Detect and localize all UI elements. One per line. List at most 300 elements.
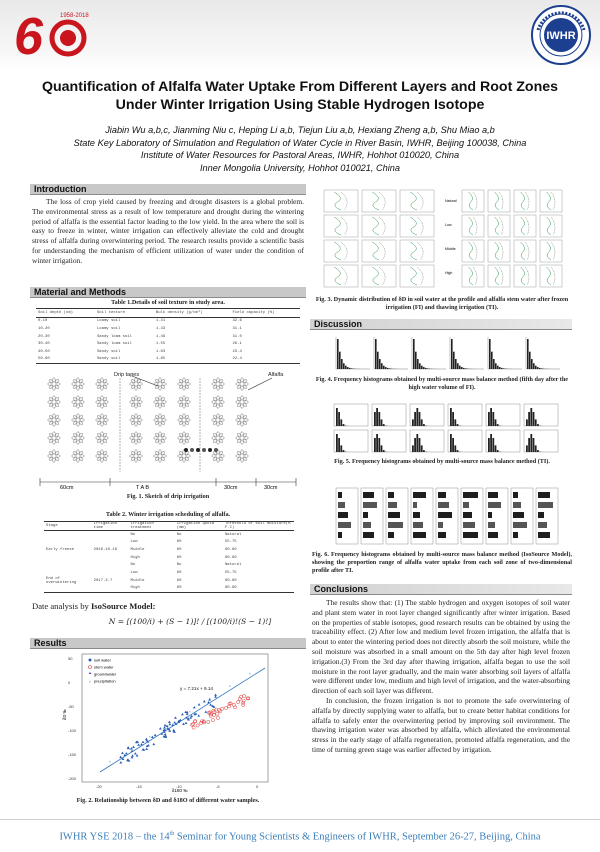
- fig3-panel: [324, 265, 358, 287]
- fig5-bar: [490, 434, 492, 452]
- table-header-cell: Irrigation treatment: [128, 522, 174, 531]
- table-cell: 60: [175, 577, 223, 585]
- table-cell: 60: [175, 546, 223, 554]
- fig3-panel: [514, 265, 536, 287]
- fig5-bar: [537, 424, 539, 426]
- table-cell: 80-90: [223, 554, 294, 562]
- fig4-bar: [375, 339, 377, 369]
- table-header-cell: Field capacity (%): [230, 309, 300, 318]
- alfalfa-plant-icon: [130, 432, 142, 444]
- fig2-stem-point: [242, 703, 245, 706]
- table-cell: [44, 554, 92, 562]
- fig2-soil-point: [185, 722, 188, 724]
- fig2-soil-point: [142, 741, 145, 743]
- fig5-bar: [416, 434, 418, 452]
- fig2-soil-point: [203, 700, 206, 702]
- fig3-row-low: Low: [445, 223, 452, 227]
- alfalfa-plant-icon: [236, 432, 248, 444]
- dim-60cm: 60cm: [60, 485, 74, 490]
- fig6-bar: [463, 502, 469, 508]
- fig2-precip-point: ×: [149, 734, 152, 739]
- alfalfa-plant-icon: [154, 396, 166, 408]
- fig6-bar: [413, 532, 426, 538]
- fig3-panel: [462, 190, 484, 212]
- fig2-ytick: 0: [68, 680, 71, 685]
- table-cell: No: [128, 561, 174, 569]
- table-row: [44, 561, 294, 569]
- fig2-soil-point: [163, 726, 166, 728]
- fig6-bar: [513, 522, 527, 528]
- fig5-bar: [490, 408, 492, 426]
- fig6-bar: [488, 522, 495, 528]
- fig3-panel: [362, 265, 396, 287]
- fig4-histograms: [326, 333, 566, 373]
- fig5-bar: [421, 419, 423, 426]
- table-cell: Low: [128, 569, 174, 577]
- alfalfa-plant-icon: [236, 450, 248, 462]
- fig3-panel: [540, 215, 562, 237]
- table-row: [36, 317, 300, 325]
- fig3-panel: [362, 240, 396, 262]
- fig6-bar: [513, 532, 518, 538]
- section-introduction: Introduction: [30, 184, 306, 195]
- fig6-bar: [363, 522, 371, 528]
- fig2-precip-point: ×: [109, 759, 112, 764]
- table-cell: 40-50: [36, 348, 95, 356]
- svg-text:6: 6: [14, 8, 44, 60]
- fig5-bar: [343, 424, 345, 426]
- fig4-bar: [389, 368, 391, 369]
- fig4-bar: [461, 367, 463, 369]
- fig3-panel: [488, 265, 510, 287]
- fig6-bar: [388, 502, 397, 508]
- fig6-bar: [413, 502, 417, 508]
- fig5-caption: Fig. 5. Frequency histograms obtained by multi-source mass balance method (TI).: [312, 458, 572, 466]
- poster-title: Quantification of Alfalfa Water Uptake From Different Layers and Root Zones Under Winter Irrigation Using Stable Hydrogen Isotope: [40, 78, 560, 114]
- fig3-panel: [540, 190, 562, 212]
- fig6-bar: [338, 502, 345, 508]
- fig2-soil-point: [154, 734, 157, 736]
- alfalfa-plant-icon: [178, 414, 190, 426]
- table-cell: 55-75: [223, 569, 294, 577]
- fig3-panel: [324, 240, 358, 262]
- table-row: [44, 585, 294, 593]
- section-results: Results: [30, 638, 306, 649]
- footer-text: IWHR YSE 2018 – the 14th Seminar for Young Scientists & Engineers of IWHR, September 26-27, Beijing, China: [0, 820, 600, 852]
- drip-tapes-label: Drip tapes: [114, 372, 139, 378]
- fig6-bar: [538, 502, 553, 508]
- svg-text:stem water: stem water: [94, 665, 114, 670]
- table-cell: Natural: [223, 531, 294, 539]
- table-cell: No: [175, 561, 223, 569]
- fig2-stem-point: [216, 716, 219, 719]
- table-cell: 2016.10.18: [92, 546, 129, 554]
- fig3-panel: [488, 240, 510, 262]
- alfalfa-plant-icon: [154, 450, 166, 462]
- fig2-stem-point: [229, 702, 232, 705]
- table-cell: Middle: [128, 546, 174, 554]
- fig6-bar: [463, 522, 475, 528]
- fig5-bar: [378, 438, 380, 452]
- table-cell: 1.63: [154, 348, 231, 356]
- fig5-bar: [450, 434, 452, 452]
- fig4-bar: [349, 368, 351, 369]
- fig5-bar: [454, 445, 456, 452]
- fig5-bar: [492, 438, 494, 452]
- fig6-bar: [363, 532, 374, 538]
- fig4-bar: [503, 368, 505, 369]
- fig5-bar: [535, 419, 537, 426]
- fig6-bar: [538, 522, 547, 528]
- fig2-precip-point: ×: [229, 684, 232, 689]
- fig2-xtick: 0: [256, 784, 259, 789]
- table-cell: 22.4: [230, 356, 300, 364]
- table-cell: 60-80: [223, 546, 294, 554]
- fig2-soil-point: [159, 727, 162, 729]
- fig6-bar: [338, 512, 348, 518]
- fig3-panel: [400, 190, 434, 212]
- fig5-bar: [416, 408, 418, 426]
- table-cell: 1.49: [154, 333, 231, 341]
- fig4-bar: [383, 366, 385, 369]
- table-cell: 60: [175, 585, 223, 593]
- fig6-bar: [463, 492, 478, 498]
- fig3-panel: [362, 215, 396, 237]
- table-cell: Middle: [128, 577, 174, 585]
- table-header-cell: Soil depth (cm): [36, 309, 95, 318]
- fig2-soil-point: [174, 716, 177, 718]
- fig2-stem-point: [221, 707, 224, 710]
- fig2-stem-point: [207, 720, 210, 723]
- fig2-ytick: -150: [68, 752, 77, 757]
- fig2-soil-point: [173, 721, 176, 723]
- fig6-bar: [438, 512, 452, 518]
- fig6-bar: [488, 502, 501, 508]
- fig3-panel: [540, 265, 562, 287]
- fig4-bar: [415, 352, 417, 369]
- fig3-panel-grid: [316, 186, 568, 294]
- fig4-bar: [413, 339, 415, 369]
- fig4-bar: [535, 366, 537, 369]
- fig6-bar: [488, 492, 498, 498]
- fig2-stem-point: [211, 718, 214, 721]
- fig5-bar: [378, 412, 380, 426]
- iwhr-young-scientists-seal: [530, 4, 592, 66]
- table-row: [36, 333, 300, 341]
- fig5-bar: [423, 450, 425, 452]
- fig6-bar: [463, 532, 478, 538]
- fig5-bar: [376, 434, 378, 452]
- fig2-ytick: -50: [68, 704, 75, 709]
- fig4-bar: [501, 368, 503, 369]
- author-names: Jiabin Wu a,b,c, Jianming Niu c, Heping Li a,b, Tiejun Liu a,b, Hexiang Zheng a,b, Shu Miao a,b: [40, 124, 560, 137]
- fig4-bar: [345, 366, 347, 369]
- fig6-bar: [538, 512, 544, 518]
- fig5-histograms: [326, 400, 566, 456]
- fig4-bar: [427, 368, 429, 369]
- section-material-methods: Material and Methods: [30, 287, 306, 298]
- fig3-panel: [488, 215, 510, 237]
- fig2-soil-point: [152, 743, 155, 745]
- fig4-bar: [379, 359, 381, 369]
- fig4-caption: Fig. 4. Frequency histograms obtained by multi-source mass balance method (fifth day after the high water volume of FI).: [312, 376, 572, 392]
- alfalfa-plant-icon: [48, 396, 60, 408]
- table-header-cell: Irrigation quota (mm): [175, 522, 223, 531]
- fig1-drip-irrigation-sketch: [36, 368, 300, 490]
- fig4-bar: [493, 359, 495, 369]
- fig4-bar: [343, 363, 345, 369]
- table-row: [44, 546, 294, 554]
- alfalfa-plant-icon: [178, 432, 190, 444]
- alfalfa-plant-icon: [96, 450, 108, 462]
- alfalfa-plant-icon: [72, 396, 84, 408]
- table-cell: End of overwintering: [44, 577, 92, 585]
- table-header-cell: Bulk density (g/cm³): [154, 309, 231, 318]
- alfalfa-plant-icon: [178, 378, 190, 390]
- alfalfa-plant-icon: [178, 450, 190, 462]
- fig6-bar: [363, 512, 368, 518]
- fig5-bar: [343, 450, 345, 452]
- marks-tab: T A B: [136, 485, 149, 490]
- dim-30cm-b: 30cm: [264, 485, 278, 490]
- fig3-panel: [488, 190, 510, 212]
- fig5-bar: [374, 412, 376, 426]
- fig5-bar: [535, 445, 537, 452]
- fig4-bar: [497, 366, 499, 369]
- alfalfa-plant-icon: [212, 414, 224, 426]
- fig3-row-natural: Natural: [445, 199, 457, 203]
- fig4-bar: [351, 368, 353, 369]
- table-cell: 23.4: [230, 348, 300, 356]
- fig5-bar: [528, 412, 530, 426]
- fig5-bar: [450, 408, 452, 426]
- table-cell: 31.0: [230, 333, 300, 341]
- fig6-bar: [513, 512, 524, 518]
- fig4-bar: [339, 352, 341, 369]
- fig6-bar: [463, 512, 472, 518]
- table-cell: 30-40: [36, 340, 95, 348]
- alfalfa-plant-icon: [236, 396, 248, 408]
- alfalfa-plant-icon: [154, 414, 166, 426]
- fig5-bar: [338, 412, 340, 426]
- fig2-soil-point: [151, 736, 154, 738]
- fig2-precip-point: ×: [129, 747, 132, 752]
- fig3-row-middle: Middle: [445, 247, 456, 251]
- alfalfa-plant-icon: [72, 450, 84, 462]
- affiliation-a: State Key Laboratory of Simulation and Regulation of Water Cycle in River Basin, IWHR, Beijing 100038, China: [40, 137, 560, 150]
- conclusions-p2: In conclusion, the frozen irrigation is not to promote the safe overwintering of alfalfa by directly supplying water to alfalfa, but to create better habitat conditions for alfalfa to safely enter the overwintering period by improving soil environment. The thawing irrigation water was absorbed by alfalfa, which alleviated the environmental stress in the early stage of alfalfa regeneration, promoted alfalfa regeneration, and the time of turning green stage was earlier affected by irrigation.: [312, 696, 570, 755]
- fig2-soil-point: [145, 738, 148, 740]
- fig4-bar: [419, 363, 421, 369]
- table-cell: 2017.3.7: [92, 577, 129, 585]
- alfalfa-plant-icon: [96, 432, 108, 444]
- fig2-soil-point: [137, 744, 140, 746]
- fig3-panel: [462, 215, 484, 237]
- introduction-text: The loss of crop yield caused by freezing and drought disasters is a global problem. The environmental stress as a result of low temperature and drought during the wintering period of alfalfa is the essential factor leading to the low yield. In the area where the soil is easy to freeze in winter, winter irrigation can effectively alleviate the cold and drought stress of alfalfa during overwintering period. The research results provide a scientific basis for understanding the mechanism of efficient utilization of water under the condition of winter irrigation.: [32, 197, 304, 266]
- fig2-stem-point: [242, 694, 245, 697]
- section-conclusions: Conclusions: [310, 584, 572, 595]
- fig6-bar: [438, 522, 443, 528]
- fig5-bar: [488, 438, 490, 452]
- conclusions-text: [312, 598, 570, 755]
- table-cell: 55-75: [223, 539, 294, 547]
- table-header-cell: Soil texture: [95, 309, 154, 318]
- table-header-cell: Irrigation time: [92, 522, 129, 531]
- table-cell: Loamy soil: [95, 325, 154, 333]
- fig6-bar: [413, 492, 426, 498]
- svg-text:soil water: soil water: [94, 658, 112, 663]
- affiliation-b: Institute of Water Resources for Pastoral Areas, IWHR, Hohhot 010020, China: [40, 149, 560, 162]
- fig2-soil-point: [204, 710, 207, 712]
- table-cell: [44, 561, 92, 569]
- fig2-precip-point: ×: [189, 709, 192, 714]
- fig6-bar: [388, 522, 403, 528]
- table-cell: 50-60: [36, 356, 95, 364]
- fig3-panel: [400, 215, 434, 237]
- fig4-bar: [377, 352, 379, 369]
- fig5-bar: [381, 445, 383, 452]
- alfalfa-plant-icon: [154, 378, 166, 390]
- fig2-stem-point: [192, 726, 195, 729]
- fig6-bar: [438, 502, 449, 508]
- table-cell: [44, 585, 92, 593]
- alfalfa-plant-icon: [96, 396, 108, 408]
- fig2-stem-point: [224, 706, 227, 709]
- fig5-bar: [454, 419, 456, 426]
- authors-block: [40, 124, 560, 174]
- fig5-bar: [530, 434, 532, 452]
- isosource-equation: N = [(100/i) + (S − 1)]! / [(100/i)!(S − 1)!]: [90, 617, 290, 626]
- fig2-precip-point: ×: [209, 696, 212, 701]
- alfalfa-plant-icon: [48, 432, 60, 444]
- fig4-bar: [499, 367, 501, 369]
- table-cell: [44, 539, 92, 547]
- table-row: [36, 348, 300, 356]
- fig5-bar: [452, 412, 454, 426]
- table1-caption: Table 1.Details of soil texture in study area.: [30, 299, 306, 307]
- fig2-xtick: -20: [96, 784, 103, 789]
- table-cell: 10-20: [36, 325, 95, 333]
- table2-caption: Table 2. Winter irrigation scheduling of alfalfa.: [30, 511, 306, 519]
- alfalfa-plant-icon: [72, 414, 84, 426]
- fig4-bar: [417, 359, 419, 369]
- fig6-bar: [363, 502, 377, 508]
- fig3-panel: [400, 240, 434, 262]
- fig3-panel: [462, 265, 484, 287]
- fig5-bar: [340, 445, 342, 452]
- seal-year: 2018: [555, 47, 567, 53]
- fig4-bar: [385, 367, 387, 369]
- fig2-soil-point: [119, 761, 122, 763]
- table-row: [44, 539, 294, 547]
- fig5-bar: [376, 408, 378, 426]
- fig3-panel: [400, 265, 434, 287]
- fig2-soil-point: [121, 752, 124, 754]
- fig6-bar: [513, 492, 518, 498]
- fig6-bar: [413, 522, 423, 528]
- fig3-panel: [324, 215, 358, 237]
- fig5-bar: [530, 408, 532, 426]
- fig4-bar: [347, 367, 349, 369]
- conclusions-p1: The results show that: (1) The stable hydrogen and oxygen isotopes of soil water and plant stem water in root layer changed significantly after winter irrigation. Based on the properties of stable isotopes, good research results can be obtained by using the traceability effect. (2) After low and medium level frozen irrigation, the alfalfa that is about to enter the wintering period does not directly absorb the soil moisture, while the soil moisture was absorbed in a small amount on the 5th day after high level frozen irrigation.(3) From the 3rd day after thawing irrigation, alfalfa began to use the soil moisture in the root layer gradually, and the main water absorbing soil layers of alfalfa were different under low, medium and high level of irrigation, and the water-absorbing direction of each soil layer was different.: [312, 598, 570, 696]
- fig5-bar: [528, 438, 530, 452]
- fig2-soil-point: [182, 723, 185, 725]
- table-row: [44, 569, 294, 577]
- fig2-soil-point: [134, 752, 137, 754]
- table-cell: [92, 531, 129, 539]
- alfalfa-plant-icon: [130, 396, 142, 408]
- table-cell: Sandy loam soil: [95, 333, 154, 341]
- alfalfa-plant-icon: [96, 414, 108, 426]
- fig5-bar: [495, 445, 497, 452]
- alfalfa-plant-icon: [212, 396, 224, 408]
- fig4-bar: [457, 363, 459, 369]
- fig3-panel: [540, 240, 562, 262]
- fig3-caption: Fig. 3. Dynamic distribution of δD in soil water at the profile and alfalfa stem water after frozen irrigation (FI) and thawing irrigation (TI).: [312, 296, 572, 312]
- fig4-bar: [495, 363, 497, 369]
- fig5-bar: [533, 412, 535, 426]
- table-cell: High: [128, 585, 174, 593]
- table-cell: 1.55: [154, 340, 231, 348]
- table-cell: 0-10: [36, 317, 95, 325]
- fig5-bar: [495, 419, 497, 426]
- table1: [36, 308, 300, 364]
- table-cell: 26.1: [230, 340, 300, 348]
- svg-text:IWHR: IWHR: [546, 30, 575, 42]
- table-row: [36, 340, 300, 348]
- fig5-bar: [423, 424, 425, 426]
- fig5-bar: [381, 419, 383, 426]
- fig4-bar: [425, 368, 427, 369]
- fig5-bar: [383, 450, 385, 452]
- fig2-soil-point: [145, 748, 148, 750]
- table-row: [44, 531, 294, 539]
- table-cell: 60: [175, 554, 223, 562]
- fig2-precip-point: ×: [169, 721, 172, 726]
- fig2-xtick: -5: [216, 784, 220, 789]
- fig6-bar: [438, 492, 446, 498]
- fig2-stem-point: [216, 712, 219, 715]
- fig6-profile-histograms: [330, 478, 566, 548]
- fig5-bar: [419, 412, 421, 426]
- fig6-bar: [388, 512, 400, 518]
- fig4-bar: [465, 368, 467, 369]
- fig5-bar: [412, 445, 414, 452]
- fig4-bar: [541, 368, 543, 369]
- fig6-bar: [363, 492, 374, 498]
- fig6-bar: [488, 512, 492, 518]
- dim-30cm-a: 30cm: [224, 485, 238, 490]
- table-cell: 60: [175, 539, 223, 547]
- table-cell: Sandy soil: [95, 348, 154, 356]
- fig2-soil-point: [193, 706, 196, 708]
- fig5-bar: [533, 438, 535, 452]
- svg-text:×: ×: [89, 679, 92, 684]
- fig3-panel: [514, 215, 536, 237]
- fig5-bar: [383, 424, 385, 426]
- fig2-soil-point: [164, 733, 167, 735]
- alfalfa-plant-icon: [212, 450, 224, 462]
- table-row: [44, 577, 294, 585]
- fig2-stem-point: [237, 700, 240, 703]
- table-cell: [92, 585, 129, 593]
- fig4-bar: [489, 339, 491, 369]
- table-cell: [92, 554, 129, 562]
- fig2-xlabel: δ18O ‰: [172, 788, 188, 793]
- fig5-bar: [374, 438, 376, 452]
- alfalfa-plant-icon: [96, 378, 108, 390]
- fig4-bar: [529, 352, 531, 369]
